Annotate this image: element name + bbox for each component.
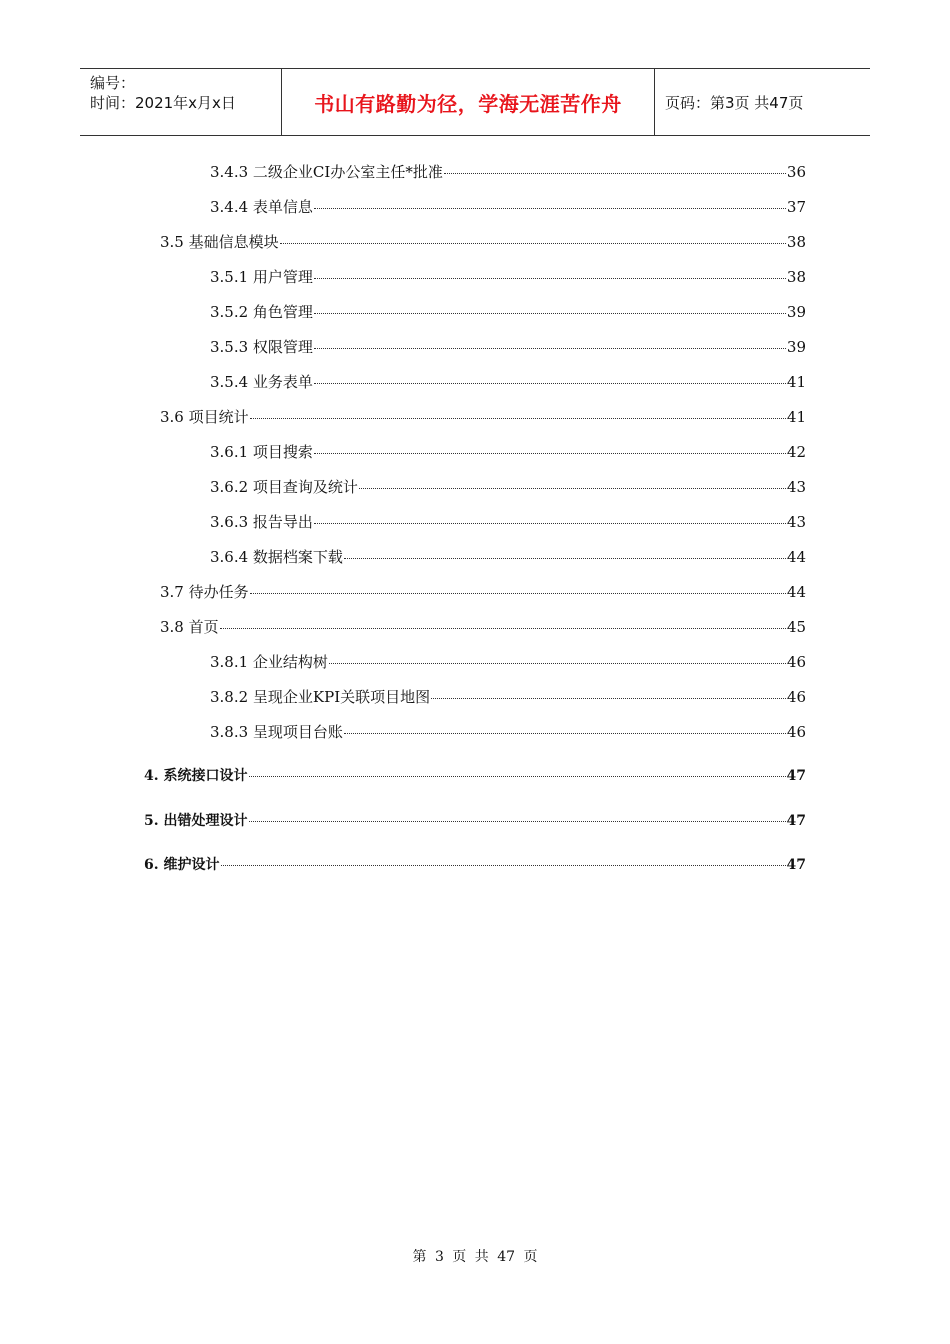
header-meta [80,69,282,135]
toc-entry-page: 47 [786,768,806,784]
toc-entry-title: 5. 出错处理设计 [144,813,248,829]
toc-entry[interactable] [144,766,806,786]
toc-entry-title: 3.4.3 二级企业CI办公室主任*批准 [210,163,443,181]
toc-entry[interactable] [144,811,806,831]
toc-entry-title: 3.8.3 呈现项目台账 [210,723,343,741]
toc-entry-title: 6. 维护设计 [144,857,220,873]
toc-entry-title: 3.8 首页 [160,618,219,636]
toc-entry[interactable] [210,197,806,217]
toc-entry-page: 41 [786,373,806,391]
toc-leader-dots [220,627,786,629]
toc-entry-title: 3.7 待办任务 [160,583,249,601]
toc-entry[interactable] [160,582,806,602]
toc-leader-dots [314,277,786,279]
toc-leader-dots [344,732,786,734]
toc-leader-dots [431,697,786,699]
toc-leader-dots [444,172,786,174]
toc-entry-title: 3.6.2 项目查询及统计 [210,478,358,496]
toc-entry-page: 41 [786,408,806,426]
toc-entry[interactable] [160,617,806,637]
toc-entry-title: 3.6 项目统计 [160,408,249,426]
toc-entry-page: 47 [786,857,806,873]
toc-entry[interactable] [210,302,806,322]
toc-entry-title: 3.6.1 项目搜索 [210,443,313,461]
toc-leader-dots [314,207,786,209]
toc-entry-page: 38 [786,233,806,251]
toc-entry[interactable] [210,267,806,287]
toc-entry-title: 4. 系统接口设计 [144,768,248,784]
toc-entry[interactable] [144,855,806,875]
page-footer: 第 3 页 共 47 页 [412,1249,538,1265]
toc-entry-title: 3.5.3 权限管理 [210,338,313,356]
toc-entry-page: 46 [786,688,806,706]
toc-entry[interactable] [210,512,806,532]
document-time: 时间：2021年x月x日 [90,94,236,112]
toc-entry-page: 43 [786,513,806,531]
toc-entry-title: 3.8.1 企业结构树 [210,653,328,671]
document-number-label: 编号： [90,74,136,92]
toc-entry[interactable] [210,442,806,462]
toc-entry-title: 3.4.4 表单信息 [210,198,313,216]
toc-leader-dots [250,592,786,594]
toc-leader-dots [344,557,786,559]
toc-entry[interactable] [160,407,806,427]
toc-entry-page: 37 [786,198,806,216]
toc-entry-title: 3.6.4 数据档案下载 [210,548,343,566]
toc-entry-page: 46 [786,653,806,671]
toc-entry[interactable] [210,547,806,567]
toc-entry-page: 43 [786,478,806,496]
toc-leader-dots [314,347,786,349]
toc-entry-title: 3.6.3 报告导出 [210,513,313,531]
toc-leader-dots [314,452,786,454]
toc-entry[interactable] [210,687,806,707]
toc-leader-dots [249,775,786,777]
toc-entry-title: 3.5.2 角色管理 [210,303,313,321]
toc-leader-dots [314,312,786,314]
toc-entry-page: 36 [786,163,806,181]
toc-entry[interactable] [210,652,806,672]
toc-entry[interactable] [210,477,806,497]
toc-entry[interactable] [210,722,806,742]
toc-entry[interactable] [160,232,806,252]
toc-entry-page: 44 [786,583,806,601]
toc-entry-title: 3.8.2 呈现企业KPI关联项目地图 [210,688,431,706]
toc-leader-dots [250,417,786,419]
toc-entry-page: 45 [786,618,806,636]
toc-entry-page: 46 [786,723,806,741]
toc-leader-dots [280,242,786,244]
toc-entry[interactable] [210,372,806,392]
toc-entry[interactable] [210,337,806,357]
toc-leader-dots [314,382,786,384]
toc-entry[interactable] [210,162,806,182]
toc-entry-title: 3.5.4 业务表单 [210,373,313,391]
header-page-info: 页码：第3页 共47页 [665,93,804,112]
toc-entry-page: 44 [786,548,806,566]
toc-leader-dots [314,522,786,524]
toc-leader-dots [221,864,786,866]
toc-entry-title: 3.5.1 用户管理 [210,268,313,286]
toc-leader-dots [359,487,786,489]
toc-leader-dots [329,662,786,664]
header-motto: 书山有路勤为径，学海无涯苦作舟 [282,69,655,135]
page-header [80,68,870,136]
toc-entry-page: 47 [786,813,806,829]
toc-entry-page: 38 [786,268,806,286]
toc-entry-page: 39 [786,338,806,356]
toc-entry-page: 42 [786,443,806,461]
toc-entry-page: 39 [786,303,806,321]
toc-leader-dots [249,820,786,822]
toc-entry-title: 3.5 基础信息模块 [160,233,279,251]
